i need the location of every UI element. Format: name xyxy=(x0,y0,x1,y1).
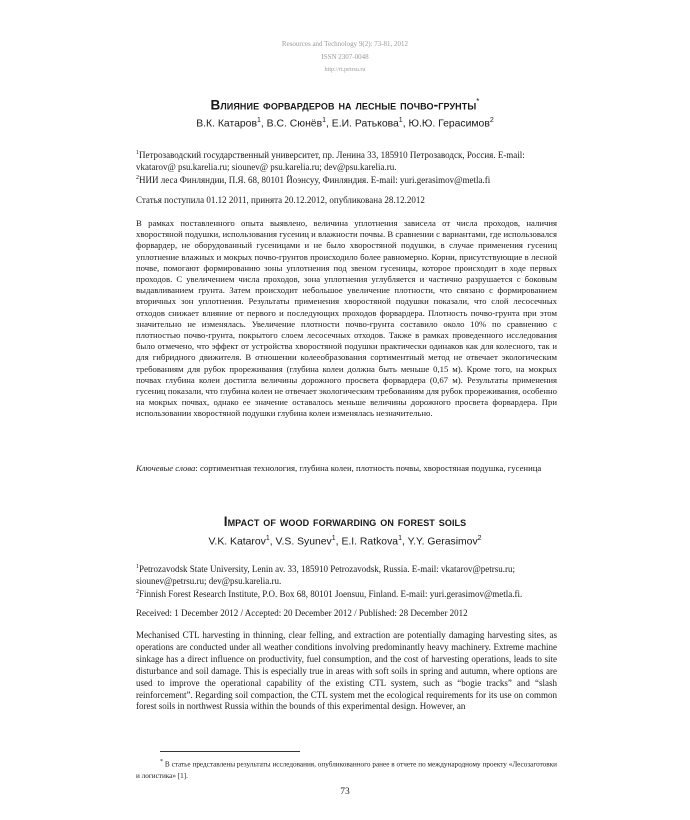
en-affiliations xyxy=(136,562,557,601)
en-received: Received: 1 December 2012 / Accepted: 20 December 2012 / Published: 28 December 2012 xyxy=(136,608,468,618)
ru-title-text: Влияние форвардеров на лесные почво-грунты xyxy=(210,97,477,113)
en-author-aff: 1 xyxy=(398,535,402,542)
journal-issn: ISSN 2307-0048 xyxy=(321,53,369,61)
ru-author-aff: 1 xyxy=(256,117,261,124)
journal-header xyxy=(0,38,690,77)
aff-text: Finnish Forest Research Institute, P.O. Box 68, 80101 Joensuu, Finland. E-mail: yuri.gerasimov@metla.fi. xyxy=(139,589,523,600)
en-author: V.K. Katarov xyxy=(208,536,266,548)
page-number: 73 xyxy=(340,787,350,797)
en-author: V.S. Syunev xyxy=(275,536,332,548)
journal-citation: Resources and Technology 9(2): 73-81, 2012 xyxy=(281,40,409,48)
ru-author: В.К. Катаров xyxy=(196,118,257,130)
en-author: Y.Y. Gerasimov xyxy=(407,536,478,548)
aff-num: 2 xyxy=(136,589,139,596)
ru-keywords xyxy=(136,463,557,474)
aff-num: 1 xyxy=(136,564,139,570)
en-author-aff: 1 xyxy=(265,535,270,542)
ru-author-aff: 2 xyxy=(489,117,494,124)
en-title-text: Impact of wood forwarding on forest soils xyxy=(223,514,467,529)
aff-num: 2 xyxy=(136,175,139,182)
en-authors: V.K. Katarov$^1$, V.S. Syunev$^1$, E.I. Ratkova$^1$, Y.Y. Gerasimov$^2$ xyxy=(208,535,482,548)
aff-num: 1 xyxy=(136,150,139,156)
ru-title-footnote-mark: * xyxy=(476,97,480,106)
journal-url[interactable]: http://rt.petrsu.ru xyxy=(324,67,366,73)
footnote-mark: * xyxy=(160,759,163,765)
ru-title xyxy=(0,97,690,113)
ru-affiliation-1 xyxy=(136,148,557,173)
ru-abstract: В рамках поставленного опыта выявлено, величина уплотнения зависела от числа проходов, наличия хворостяной подушки, использования гусениц и влажности почвы. В сравнении с вариантами, где использовался форвардер, не оборудованный гусеницами и не было хворостяной подушки, в случае применения гусениц уплотнение влажных и мокрых почво-грунтов происходило более равномерно. Корни, присутствующие в лесной почве, помогают формированию зоны уплотнения под звеном гусеницы, которое происходит в ходе первых проходов. С увеличением числа проходов, зона уплотнения углубляется и частично разрушается с боковым выдавливанием грунта. Затем происходит небольшое увеличение плотности, что связано с формированием вторичных зон уплотнения. Результаты применения хворостяной подушки показали, что слой лесосечных отходов снижает влияние от первого и последующих проходов форвардера. Плотность почво-грунта при этом значительно не изменялась. Увеличение плотности почво-грунта составило около 10% по сравнению с плотностью почво-грунта, покрытого слоем лесосечных отходов. Также в рамках проведенного исследования было отмечено, что эффект от устройства хворостяной подушки практически одинаков как для колесного, так и для гибридного движителя. В отношении колееобразования сортиментный метод не отвечает экологическим требованиям для рубок прореживания (глубина колеи должна быть меньше 0,15 м). Кроме того, на мокрых почвах глубина колеи достигла величины дорожного просвета форвардера (0,67 м). Результаты применения гусениц показали, что глубина колеи не отвечает экологическим требованиям для рубок прореживания, особенно на мокрых почвах, однако ее значение оставалось меньше величины дорожного просвета форвардера. При использовании хворостяной подушки глубина колеи изменялась незначительно. xyxy=(136,218,557,419)
footnote-divider xyxy=(160,751,300,752)
aff-text: Petrozavodsk State University, Lenin av. 33, 185910 Petrozavodsk, Russia. E-mail: vkatarov@petrsu.ru; siounev@petrsu.ru; dev@psu.karelia.ru. xyxy=(136,564,516,586)
footnote-body xyxy=(136,756,557,782)
ru-author-aff: 1 xyxy=(398,117,403,124)
aff-text: НИИ леса Финляндии, П.Я. 68, 80101 Йоэнсуу, Финляндия. E-mail: yuri.gerasimov@metla.fi xyxy=(139,175,491,186)
en-affiliation-1 xyxy=(136,562,557,587)
ru-author: В.С. Сюнёв xyxy=(266,118,323,130)
footnote xyxy=(136,756,557,782)
ru-keywords-label: Ключевые слова xyxy=(136,463,196,473)
footnote-text: В статье представлены результаты исследования, опубликованного ранее в отчете по международному проекту «Лесозаготовки и логистика» [1]. xyxy=(136,760,557,781)
en-affiliation-2 xyxy=(136,587,557,601)
ru-affiliation-2 xyxy=(136,173,557,187)
ru-author: Е.И. Ратькова xyxy=(331,118,399,130)
en-author: E.I. Ratkova xyxy=(341,536,399,548)
ru-authors: В.К. Катаров$^1$, В.С. Сюнёв$^1$, Е.И. Ратькова$^1$, Ю.Ю. Герасимов$^2$ xyxy=(196,117,494,130)
aff-text: Петрозаводский государственный университет, пр. Ленина 33, 185910 Петрозаводск, Россия. E-mail: vkatarov@ psu.karelia.ru; siounev@ psu.karelia.ru; dev@psu.karelia.ru. xyxy=(136,150,525,172)
ru-author-aff: 1 xyxy=(322,117,327,124)
en-title xyxy=(0,514,690,529)
en-author-aff: 1 xyxy=(331,535,336,542)
ru-author: Ю.Ю. Герасимов xyxy=(408,118,490,130)
en-abstract: Mechanised CTL harvesting in thinning, clear felling, and extraction are potentially damaging harvesting sites, as operations are conducted under all weather conditions involving predominantly heavy machinery. Extreme machine sinkage has a direct influence on productivity, fuel consumption, and the cost of harvesting operations, leads to site disturbance and soil damage. This is especially true in areas with soft soils in spring and autumn, where options are used to improve the operational capability of the existing CTL system, such as “bogie tracks” and “slash reinforcement”. Regarding soil compaction, the CTL system met the ecological requirements for its use on common forest soils in northwest Russia within the bounds of this experimental design. However, an xyxy=(136,630,557,712)
en-author-aff: 2 xyxy=(477,535,482,542)
ru-keywords-text: : сортиментная технология, глубина колеи, плотность почвы, хворостяная подушка, гусеница xyxy=(195,463,542,473)
ru-received: Статья поступила 01.12 2011, принята 20.12.2012, опубликована 28.12.2012 xyxy=(136,195,425,205)
ru-affiliations xyxy=(136,148,557,187)
